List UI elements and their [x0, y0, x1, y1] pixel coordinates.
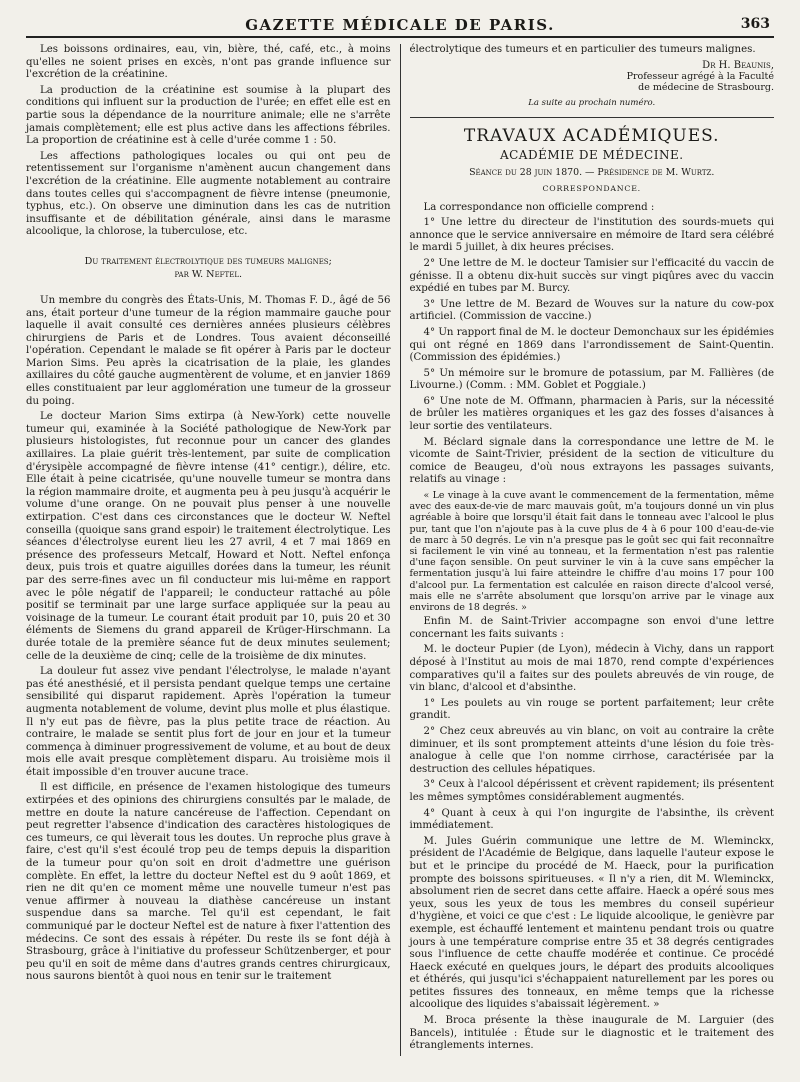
right-column	[400, 44, 775, 1056]
article-title-line: Du traitement électrolytique des tumeurs malignes;	[84, 255, 332, 267]
paragraph: M. Béclard signale dans la correspondance une lettre de M. le vicomte de Saint-Trivier, président de la section de viticulture du comice de Beaugeu, d'où nous extrayons les passages suivants, relatifs au vinage :	[409, 436, 774, 486]
paragraph: La production de la créatinine est soumise à la plupart des conditions qui influent sur la production de l'urée; en effet elle est en partie sous la dépendance de la nourriture animale; elle ne s'arrête jamais complètement; elle est plus active dans les affections fébriles. La proportion de créatinine est à celle d'urée comme 1 : 50.	[26, 84, 391, 147]
paragraph: M. Jules Guérin communique une lettre de M. Wleminckx, président de l'Académie de Belgique, dans laquelle l'auteur expose le but et le principe du procédé de M. Haeck, pour la purification prompte des boissons spiritueuses. « Il n'y a rien, dit M. Wleminckx, absolument rien de secret dans cette affaire. Haeck a opéré sous mes yeux, sous les yeux de tous les membres du conseil supérieur d'hygiène, et voici ce que c'est : Le liquide alcoolique, le genièvre par exemple, est échauffé lentement et maintenu pendant trois ou quatre jours à une température comprise entre 35 et 38 degrés centigrades sous l'influence de cette chauffe modérée et continue. Ce procédé Haeck exécuté en quelques jours, le départ des produits alcooliques et éthérés, qui jusqu'ici s'échappaient naturellement par les pores ou petites fissures des tonneaux, en même temps que la richesse alcoolique des liquides s'abaissait légèrement. »	[409, 835, 774, 1011]
seance-line: Séance du 28 juin 1870. — Présidence de M. Wurtz.	[469, 167, 715, 179]
paragraph: 4° Quant à ceux à qui l'on ingurgite de l'absinthe, ils crèvent immédiatement.	[409, 807, 774, 832]
paragraph: Enfin M. de Saint-Trivier accompagne son envoi d'une lettre concernant les faits suivants :	[409, 616, 774, 640]
paragraph: M. Broca présente la thèse inaugurale de M. Larguier (des Bancels), intitulée : Étude sur le diagnostic et le traitement des étranglements internes.	[409, 1015, 774, 1052]
running-header	[26, 10, 774, 38]
paragraph: 5° Un mémoire sur le bromure de potassium, par M. Fallières (de Livourne.) (Comm. : MM. Goblet et Poggiale.)	[409, 367, 774, 392]
quoted-letter: « Le vinage à la cuve avant le commencement de la fermentation, même avec des eaux-de-vie de marc mauvais goût, m'a toujours donné un vin plus agréable à boire que lorsqu'il était fait dans le tonneau avec l'alcool le plus pur, tant que l'on n'ajoute pas à la cuve plus de 4 à 6 pour 100 d'eau-de-vie de marc à 50 degrés. Le vin n'a presque pas le goût sec qui fait reconnaître si facilement le vin viné au tonneau, et la fermentation n'est pas ralentie d'une façon sensible. On peut surviner le vin à la cuve sans empêcher la fermentation jusqu'à lui faire atteindre le chiffre d'au moins 17 pour 100 d'alcool pur. La fermentation est calculée en raison directe d'alcool versé, mais elle ne s'arrête absolument que lorsqu'on arrive par le vinage aux environs de 18 degrés. »	[409, 490, 774, 614]
journal-title: GAZETTE MÉDICALE DE PARIS.	[245, 16, 555, 34]
paragraph: M. le docteur Pupier (de Lyon), médecin à Vichy, dans un rapport déposé à l'Institut au mois de mai 1870, rend compte d'expériences comparatives qu'il a faites sur des poulets abreuvés de vin rouge, de vin blanc, d'alcool et d'absinthe.	[409, 644, 774, 694]
signature-title: Professeur agrégé à la Faculté	[626, 70, 774, 82]
continuation-line: électrolytique des tumeurs et en particulier des tumeurs malignes.	[409, 44, 756, 55]
paragraph: 3° Ceux à l'alcool dépérissent et crèvent rapidement; ils présentent les mêmes symptômes considérablement augmentés.	[409, 779, 774, 803]
paragraph: Le docteur Marion Sims extirpa (à New-York) cette nouvelle tumeur qui, examinée à la Société pathologique de New-York par plusieurs histologistes, fut reconnue pour un cancer des glandes axillaires. La plaie guérit très-lentement, par suite de complication d'érysipèle accompagné de fièvre intense (41° centigr.), délire, etc. Elle était à peine cicatrisée, qu'une nouvelle tumeur se montra dans la région mammaire droite, et augmenta peu à peu jusqu'à acquérir le volume d'une orange. On ne pouvait plus penser à une nouvelle extirpation. C'est dans ces circonstances que le docteur W. Neftel conseilla (quoique sans grand espoir) le traitement électrolytique. Les séances d'électrolyse eurent lieu les 27 avril, 4 et 7 mai 1869 en présence des professeurs Metcalf, Howard et Nott. Neftel enfonça deux, puis trois et quatre aiguilles dorées dans la tumeur, les réunit par des serre-fines avec un fil conducteur mis lui-même en rapport avec le pôle négatif de l'appareil; le conducteur rattaché au pôle positif se terminait par une large surface appliquée sur la peau au voisinage de la tumeur. Le courant était produit par 10, puis 20 et 30 éléments de Siemens du grand appareil de Krüger-Hirschmann. La durée totale de la première séance fut de deux minutes seulement; celle de la deuxième de cinq; celle de la troisième de dix minutes.	[26, 411, 391, 662]
paragraph: 4° Un rapport final de M. le docteur Demonchaux sur les épidémies qui ont régné en 1869 dans l'arrondissement de Saint-Quentin. (Commission des épidémies.)	[409, 326, 774, 364]
paragraph: La correspondance non officielle comprend :	[423, 201, 655, 213]
paragraph: 2° Une lettre de M. le docteur Tamisier sur l'efficacité du vaccin de génisse. Il a obtenu dix-huit succès sur vingt piqûres avec du vaccin expédié en tubes par M. Burcy.	[409, 257, 774, 295]
paragraph: La douleur fut assez vive pendant l'électrolyse, le malade n'ayant pas été anesthésié, et il persista pendant quelque temps une certaine sensibilité qui disparut rapidement. Après l'opération la tumeur augmenta notablement de volume, devint plus molle et plus élastique. Il n'y eut pas de fièvre, pas la plus petite trace de réaction. Au contraire, le malade se sentit plus fort de jour en jour et la tumeur commença à diminuer progressivement de volume, et au bout de deux mois elle avait presque complètement disparu. Au troisième mois il était impossible d'en trouver aucune trace.	[26, 666, 391, 778]
signature-title: de médecine de Strasbourg.	[638, 81, 774, 93]
academy-title: ACADÉMIE DE MÉDECINE.	[499, 147, 684, 162]
divider	[410, 117, 775, 118]
signature-block	[410, 60, 775, 93]
paragraph: 3° Une lettre de M. Bezard de Wouves sur la nature du cow-pox artificiel. (Commission de vaccine.)	[409, 298, 774, 323]
paragraph: Les boissons ordinaires, eau, vin, bière, thé, café, etc., à moins qu'elles ne soient prises en excès, n'ont pas grande influence sur l'excrétion de la créatinine.	[26, 44, 391, 81]
paragraph: Un membre du congrès des États-Unis, M. Thomas F. D., âgé de 56 ans, était porteur d'une tumeur de la région mammaire gauche pour laquelle il avait consulté ces dernières années plusieurs célèbres chirurgiens de Paris et de Londres. Tous avaient déconseillé l'opération. Cependant le malade se fit opérer à Paris par le docteur Marion Sims. Peu après la cicatrisation de la plaie, les glandes axillaires du côté gauche augmentèrent de volume, et en janvier 1869 elles constituaient par leur agglomération une tumeur de la grosseur du poing.	[26, 294, 391, 407]
paragraph: Les affections pathologiques locales ou qui ont peu de retentissement sur l'organisme n'amènent aucun changement dans l'excrétion de la créatinine. Elle augmente notablement au contraire dans toutes celles qui s'accompagnent de fièvre intense (pneumonie, typhus, etc.). On observe une diminution dans les cas de nutrition insuffisante et de débilitation générale, ainsi dans le marasme alcoolique, la chlorose, la tuberculose, etc.	[26, 150, 391, 238]
article-title	[26, 255, 391, 281]
paragraph: 1° Les poulets au vin rouge se portent parfaitement; leur crête grandit.	[409, 697, 774, 722]
correspondance-heading: CORRESPONDANCE.	[542, 183, 641, 193]
suite-note: La suite au prochain numéro.	[528, 97, 656, 108]
signature-name: Dr H. Beaunis,	[702, 59, 774, 71]
paragraph: 6° Une note de M. Offmann, pharmacien à Paris, sur la nécessité de brûler les matières organiques et les gaz des fosses d'aisances à leur sortie des ventilateurs.	[409, 395, 774, 433]
page-number: 363	[740, 16, 770, 32]
paragraph: 1° Une lettre du directeur de l'institution des sourds-muets qui annonce que le service anniversaire en mémoire de Itard sera célébré le mardi 5 juillet, à dix heures précises.	[409, 217, 774, 254]
paragraph: 2° Chez ceux abreuvés au vin blanc, on voit au contraire la crête diminuer, et ils sont promptement atteints d'une lésion du foie très-analogue à celle que l'on nomme cirrhose, caractérisée par la destruction des cellules hépatiques.	[409, 726, 774, 775]
two-column-body	[26, 44, 774, 1056]
left-column	[26, 44, 400, 1056]
article-author: par W. Neftel.	[174, 268, 243, 280]
section-title: TRAVAUX ACADÉMIQUES.	[463, 126, 720, 147]
paragraph: Il est difficile, en présence de l'examen histologique des tumeurs extirpées et des opinions des chirurgiens consultés par le malade, de mettre en doute la nature cancéreuse de l'affection. Cependant on peut regretter l'absence d'indication des caractères histologiques de ces tumeurs, ce qui lèverait tous les doutes. Un reproche plus grave à faire, c'est qu'il s'est écoulé trop peu de temps depuis la disparition de la tumeur pour qu'on soit en droit d'admettre une guérison complète. En effet, la lettre du docteur Neftel est du 9 août 1869, et rien ne dit qu'en ce moment même une nouvelle tumeur n'est pas venue affirmer à nouveau la diathèse cancéreuse un instant suspendue dans sa marche. Tel qu'il est cependant, le fait communiqué par le docteur Neftel est de nature à fixer l'attention des médecins. Ce sont des essais à répéter. Du reste ils se font déjà à Strasbourg, grâce à l'initiative du professeur Schützenberger, et pour peu qu'il en soit de même dans d'autres grands centres chirurgicaux, nous saurons bientôt à quoi nous en tenir sur le traitement	[26, 782, 391, 983]
